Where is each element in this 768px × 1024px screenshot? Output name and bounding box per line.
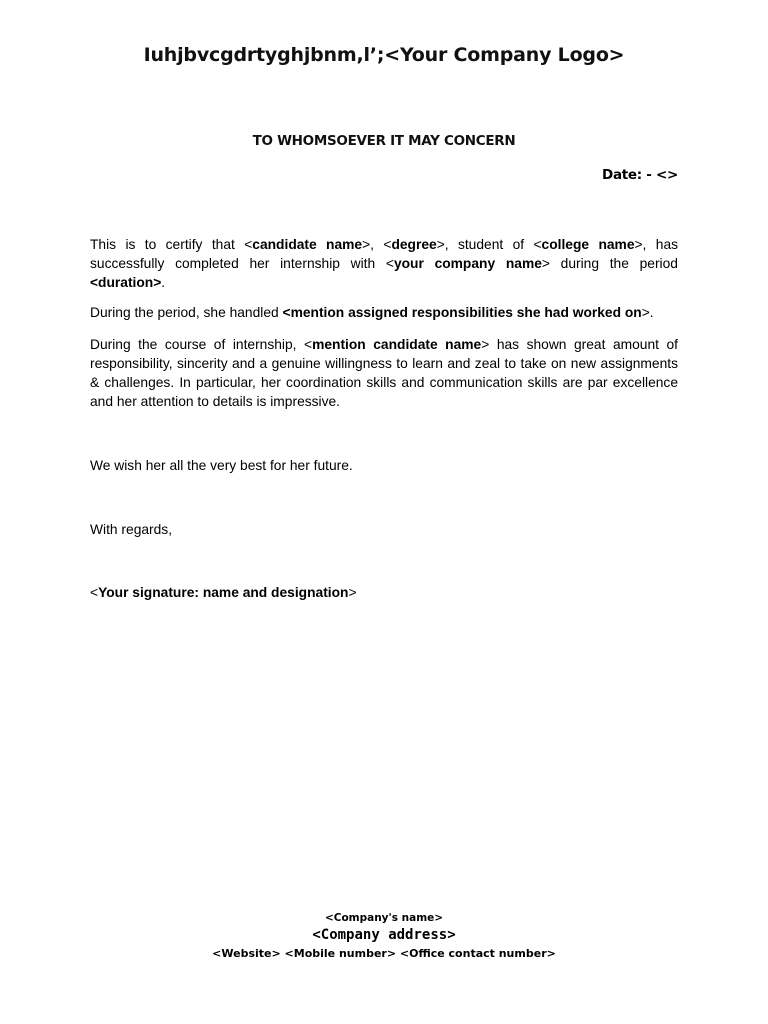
text-run: During the course of internship, < — [90, 337, 313, 352]
text-run: >. — [641, 305, 654, 320]
responsibilities-placeholder: <mention assigned responsibilities she had worked on — [282, 305, 642, 320]
text-run: < — [90, 585, 99, 600]
text-run: > has shown great amount of responsibility, sincerity and a genuine willingness to learn and zeal to take on new assignments & challenges. In particular, her coordination skills and communication skills are par excellence and her attention to details is impressive. — [90, 337, 679, 409]
text-run: > — [348, 585, 357, 600]
text-run: > during the period — [541, 256, 678, 271]
duration-placeholder: <duration> — [90, 275, 162, 290]
degree-placeholder: degree — [391, 237, 437, 252]
text-run: . — [161, 275, 166, 290]
text-run: >, < — [362, 237, 392, 252]
company-logo-placeholder: Iuhjbvcgdrtyghjbnm,l’;<Your Company Logo> — [143, 44, 625, 66]
text-run: >, has successfully completed her internship with < — [90, 237, 679, 271]
text-run: During the period, she handled — [90, 305, 283, 320]
wish-paragraph: We wish her all the very best for her future. — [90, 458, 353, 473]
certification-paragraph — [90, 235, 678, 292]
candidate-name-placeholder: candidate name — [252, 237, 363, 252]
responsibilities-paragraph — [90, 303, 678, 322]
closing-regards: With regards, — [90, 522, 173, 537]
company-name-placeholder: your company name — [393, 256, 542, 271]
college-name-placeholder: college name — [541, 237, 635, 252]
text-run: This is to certify that < — [90, 237, 253, 252]
salutation-heading: TO WHOMSOEVER IT MAY CONCERN — [252, 133, 516, 149]
footer-company-name: <Company's name> — [324, 912, 444, 924]
signature-line — [90, 583, 678, 602]
footer-company-address: <Company address> — [312, 927, 456, 943]
footer-contacts: <Website> <Mobile number> <Office contact number> — [212, 947, 556, 960]
date-line: Date: - <> — [602, 167, 678, 183]
signature-placeholder: Your signature: name and designation — [98, 585, 349, 600]
text-run: >, student of < — [436, 237, 542, 252]
evaluation-paragraph — [90, 335, 678, 411]
candidate-name-placeholder: mention candidate name — [312, 337, 482, 352]
